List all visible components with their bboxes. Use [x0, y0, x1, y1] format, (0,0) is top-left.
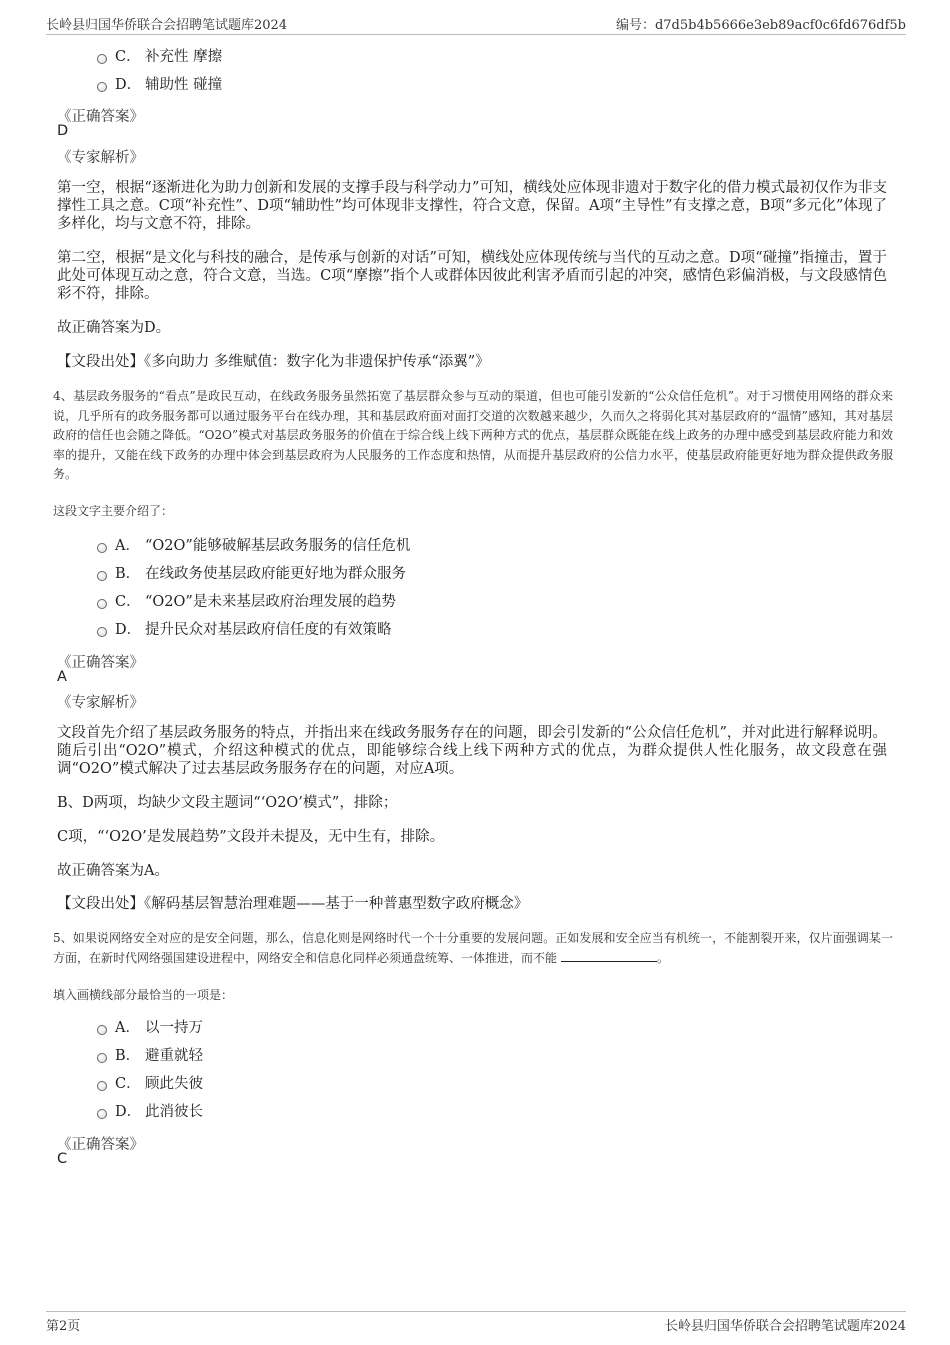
radio-icon[interactable] [97, 1025, 107, 1035]
radio-icon[interactable] [97, 571, 107, 581]
q3-option-c[interactable]: C． 补充性 摩擦 [97, 47, 222, 67]
page-footer [46, 1311, 906, 1332]
q4-option-c[interactable]: C． “O2O”是未来基层政府治理发展的趋势 [97, 592, 396, 612]
radio-icon[interactable] [97, 543, 107, 553]
q5-option-a[interactable]: A． 以一持万 [97, 1018, 203, 1038]
q4-option-b[interactable]: B． 在线政务使基层政府能更好地为群众服务 [97, 564, 406, 584]
q3-analysis-label: 《专家解析》 [57, 150, 144, 166]
q4-source: 【文段出处】《解码基层智慧治理难题——基于一种普惠型数字政府概念》 [57, 896, 529, 912]
radio-icon[interactable] [97, 82, 107, 92]
q4-answer: A [57, 669, 67, 685]
q5-option-d[interactable]: D． 此消彼长 [97, 1102, 203, 1122]
q4-option-a[interactable]: A． “O2O”能够破解基层政务服务的信任危机 [97, 536, 410, 556]
q5-stem: 5、如果说网络安全对应的是安全问题，那么，信息化则是网络时代一个十分重要的发展问题。正如发展和安全应当有机统一，不能割裂开来，仅片面强调某一方面，在新时代网络强国建设进程中，网络安全和信息化同样必须通盘统筹、一体推进，而不能 。 [53, 931, 893, 965]
q4-option-d[interactable]: D． 提升民众对基层政府信任度的有效策略 [97, 620, 392, 640]
q5-option-b[interactable]: B． 避重就轻 [97, 1046, 203, 1066]
q3-analysis-p2: 第二空，根据“是文化与科技的融合，是传承与创新的对话”可知，横线处应体现传统与当代的互动之意。D项“碰撞”指撞击，置于此处可体现互动之意，符合文意，当选。C项“摩擦”指个人或群体因彼此利害矛盾而引起的冲突，感情色彩偏消极，与文段感情色彩不符，排除。 [57, 250, 887, 302]
page-header [46, 14, 906, 35]
q3-analysis-conclusion: 故正确答案为D。 [57, 320, 171, 336]
q4-answer-label: 《正确答案》 [57, 655, 144, 671]
header-title: 长岭县归国华侨联合会招聘笔试题库2024 [46, 18, 288, 33]
q4-prompt: 这段文字主要介绍了： [53, 504, 174, 518]
q3-option-d[interactable]: D． 辅助性 碰撞 [97, 75, 222, 95]
radio-icon[interactable] [97, 1053, 107, 1063]
answer-blank [561, 951, 657, 962]
q5-prompt: 填入画横线部分最恰当的一项是： [53, 988, 234, 1002]
radio-icon[interactable] [97, 627, 107, 637]
q4-stem: 4、基层政务服务的“看点”是政民互动，在线政务服务虽然拓宽了基层群众参与互动的渠道，但也可能引发新的“公众信任危机”。对于习惯使用网络的群众来说，几乎所有的政务服务都可以通过服务平台在线办理，其和基层政府面对面打交道的次数越来越少，久而久之将弱化其对基层政府的“温情”感知，其对基层政府的信任也会随之降低。“O2O”模式对基层政务服务的价值在于综合线上线下两种方式的优点，基层群众既能在线上政务的办理中感受到基层政府能力和效率的提升，又能在线下政务的办理中体会到基层政府为人民服务的工作态度和热情，从而提升基层政府的公信力水平，使基层政府能更好地为群众提供政务服务。 [53, 389, 893, 481]
q3-answer: D [57, 123, 69, 139]
radio-icon[interactable] [97, 1109, 107, 1119]
radio-icon[interactable] [97, 54, 107, 64]
radio-icon[interactable] [97, 1081, 107, 1091]
q4-analysis-conclusion: 故正确答案为A。 [57, 863, 169, 879]
q4-analysis-p2: B、D两项，均缺少文段主题词“‘O2O’模式”，排除； [57, 795, 398, 811]
q3-source: 【文段出处】《多向助力 多维赋值：数字化为非遗保护传承“添翼”》 [57, 354, 490, 370]
q3-answer-label: 《正确答案》 [57, 109, 144, 125]
q5-option-c[interactable]: C． 顾此失彼 [97, 1074, 203, 1094]
q5-answer: C [57, 1151, 68, 1167]
q3-analysis-p1: 第一空，根据“逐渐进化为助力创新和发展的支撑手段与科学动力”可知，横线处应体现非遗对于数字化的借力模式最初仅作为非支撑性工具之意。C项“补充性”、D项“辅助性”均可体现非支撑性，符合文意，保留。A项“主导性”有支撑之意，B项“多元化”体现了多样化，均与文意不符，排除。 [57, 180, 887, 232]
radio-icon[interactable] [97, 599, 107, 609]
q4-analysis-p1: 文段首先介绍了基层政务服务的特点，并指出来在线政务服务存在的问题，即会引发新的“公众信任危机”，并对此进行解释说明。随后引出“O2O”模式，介绍这种模式的优点，即能够综合线上线下两种方式的优点，为群众提供人性化服务，故文段意在强调“O2O”模式解决了过去基层政务服务存在的问题，对应A项。 [57, 725, 887, 777]
q4-analysis-label: 《专家解析》 [57, 695, 144, 711]
page-number: 第2页 [46, 1319, 81, 1334]
q4-analysis-p3: C项，“‘O2O’是发展趋势”文段并未提及，无中生有，排除。 [57, 829, 445, 845]
footer-title: 长岭县归国华侨联合会招聘笔试题库2024 [664, 1319, 906, 1334]
header-doc-id: 编号：d7d5b4b5666e3eb89acf0c6fd676df5b [615, 18, 906, 33]
q5-answer-label: 《正确答案》 [57, 1137, 144, 1153]
